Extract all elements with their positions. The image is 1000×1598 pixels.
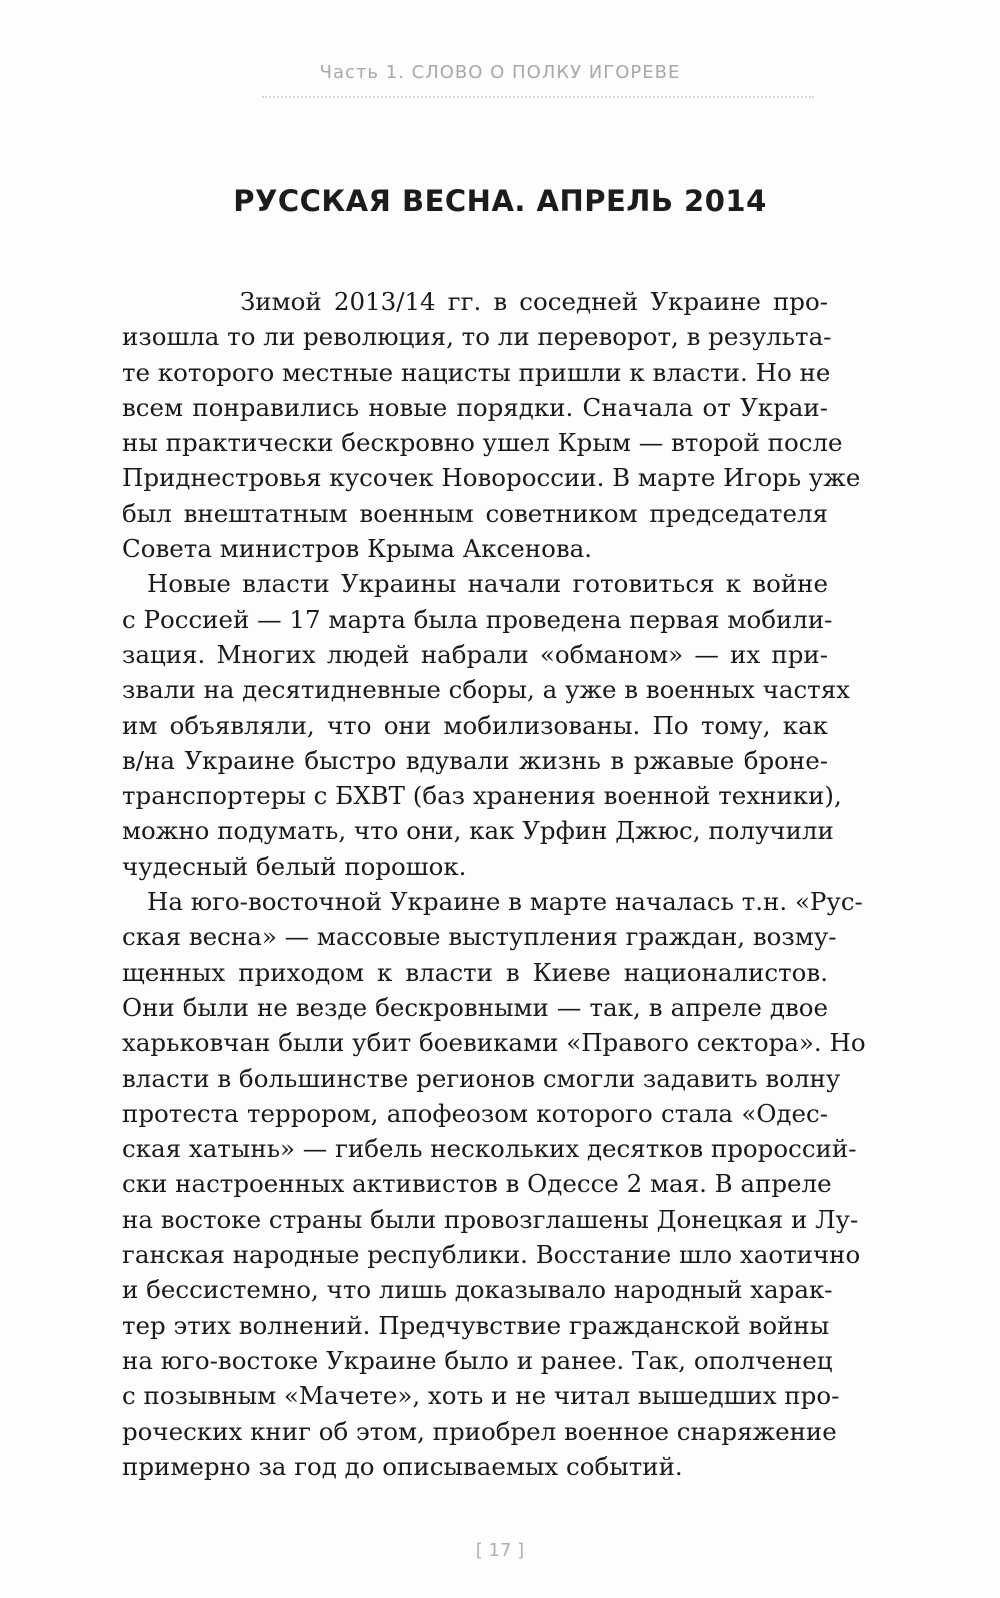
text-line: те которого местные нацисты пришли к власти. Но не: [122, 357, 831, 387]
text-line: с Россией — 17 марта была проведена первая мобили-: [122, 604, 833, 634]
text-line: тер этих волнений. Предчувствие гражданской войны: [122, 1310, 830, 1340]
text-line: был внештатным военным советником председателя: [122, 498, 828, 528]
text-line: можно подумать, что они, как Урфин Джюс, получили: [122, 816, 834, 846]
page-number: [ 17 ]: [475, 1540, 525, 1561]
text-line: щенных приходом к власти в Киеве националистов.: [122, 957, 828, 987]
text-line: харьковчан были убит боевиками «Правого сектора». Но: [122, 1028, 866, 1058]
text-line: ны практически бескровно ушел Крым — второй после: [122, 428, 843, 458]
chapter-title: РУССКАЯ ВЕСНА. АПРЕЛЬ 2014: [233, 184, 767, 218]
running-header: Часть 1. СЛОВО О ПОЛКУ ИГОРЕВЕ: [319, 62, 681, 83]
body-text: [122, 284, 866, 1484]
text-line: ганская народные республики. Восстание шло хаотично: [122, 1240, 861, 1270]
paragraph-3: [122, 884, 866, 1484]
text-line: ская хатынь» — гибель нескольких десятков пророссий-: [122, 1134, 857, 1164]
paragraph-1: [122, 284, 861, 566]
text-line: изошла то ли революция, то ли переворот, в результа-: [122, 322, 832, 352]
header-divider: [262, 96, 814, 98]
paragraph-2: [122, 566, 850, 884]
text-line: власти в большинстве регионов смогли задавить волну: [122, 1063, 841, 1093]
text-line: протеста террором, апофеозом которого стала «Одес-: [122, 1098, 828, 1128]
text-line: и бессистемно, что лишь доказывало народный харак-: [122, 1275, 833, 1305]
text-line: Совета министров Крыма Аксенова.: [122, 534, 593, 564]
text-line: в/на Украине быстро вдували жизнь в ржавые броне-: [122, 745, 828, 775]
text-line: роческих книг об этом, приобрел военное снаряжение: [122, 1416, 837, 1446]
text-line: им объявляли, что они мобилизованы. По тому, как: [122, 710, 828, 740]
text-line: транспортеры с БХВТ (баз хранения военной техники),: [122, 781, 842, 811]
text-line: с позывным «Мачете», хоть и не читал вышедших про-: [122, 1381, 840, 1411]
text-line: на востоке страны были провозглашены Донецкая и Лу-: [122, 1204, 859, 1234]
text-line: чудесный белый порошок.: [122, 851, 467, 881]
text-line: ская весна» — массовые выступления граждан, возму-: [122, 922, 837, 952]
text-line: Зимой 2013/14 гг. в соседней Украине про-: [240, 287, 828, 316]
text-line: всем понравились новые порядки. Сначала от Украи-: [122, 392, 828, 422]
text-line: ски настроенных активистов в Одессе 2 мая. В апреле: [122, 1169, 832, 1199]
text-line: Новые власти Украины начали готовиться к войне: [147, 569, 828, 599]
text-line: на юго-востоке Украине было и ранее. Так, ополченец: [122, 1345, 833, 1375]
text-line: Приднестровья кусочек Новороссии. В марте Игорь уже: [122, 463, 861, 493]
text-line: звали на десятидневные сборы, а уже в военных частях: [122, 675, 850, 705]
text-line: На юго-восточной Украине в марте началась т.н. «Рус-: [147, 887, 863, 917]
text-line: примерно за год до описываемых событий.: [122, 1451, 683, 1481]
text-line: зация. Многих людей набрали «обманом» — их при-: [122, 639, 828, 669]
text-line: Они были не везде бескровными — так, в апреле двое: [122, 992, 828, 1022]
